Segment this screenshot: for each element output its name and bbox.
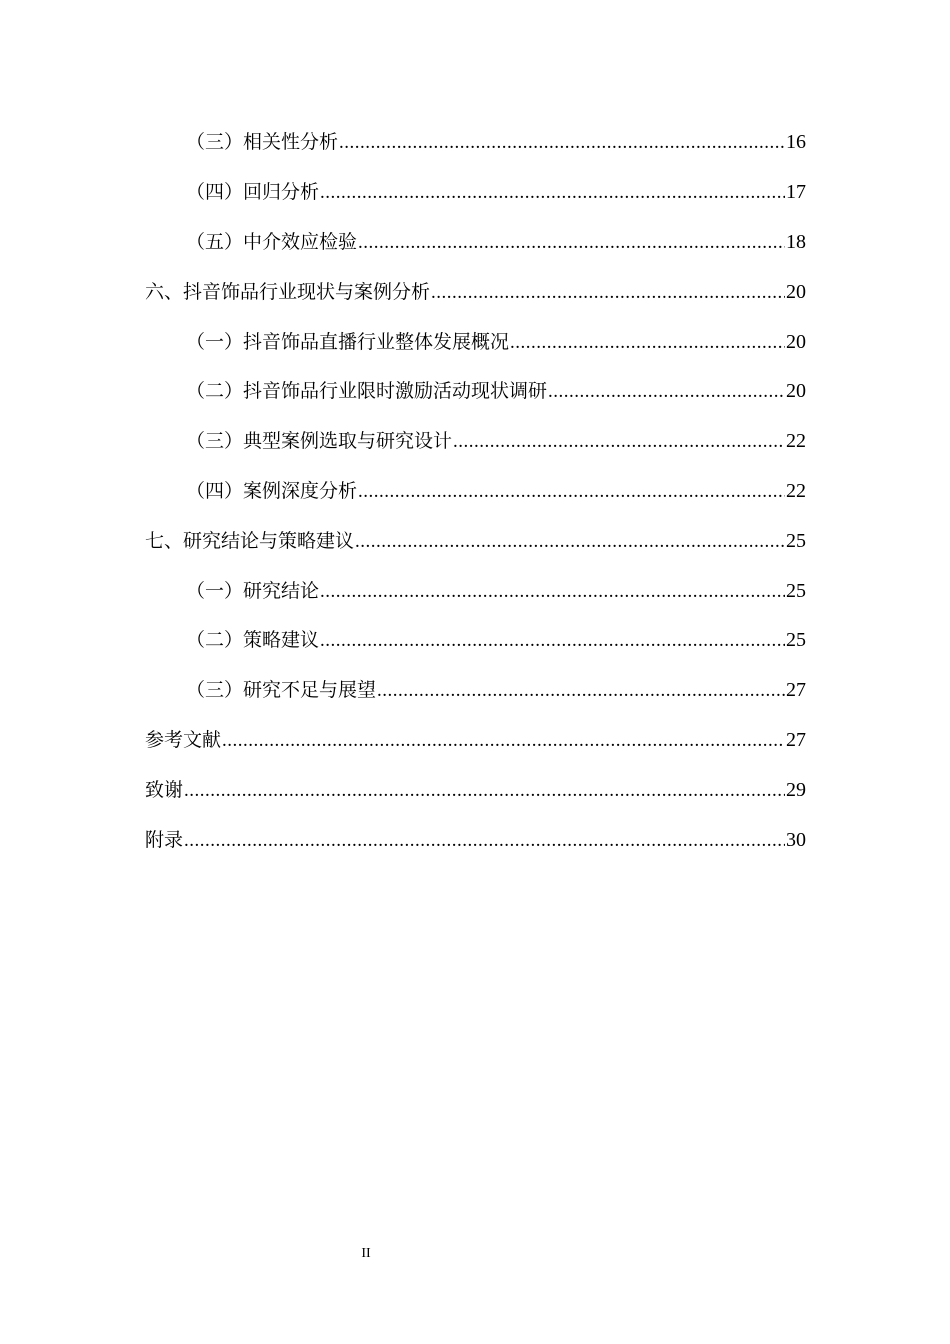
toc-dot-leader xyxy=(453,431,785,453)
toc-entry-title: （三）研究不足与展望 xyxy=(186,679,377,702)
toc-entry-page: 17 xyxy=(786,181,806,204)
toc-entry[interactable] xyxy=(0,415,950,465)
toc-entry-row xyxy=(186,426,950,453)
toc-entry-row xyxy=(145,277,950,304)
toc-entry[interactable] xyxy=(0,216,950,266)
toc-dot-leader xyxy=(431,282,785,304)
toc-entry-page: 16 xyxy=(786,131,806,154)
toc-entry-title: （五）中介效应检验 xyxy=(186,230,358,253)
toc-entry[interactable] xyxy=(0,714,950,764)
toc-dot-leader xyxy=(339,132,785,154)
toc-entry[interactable] xyxy=(0,465,950,515)
toc-entry-title: 附录 xyxy=(145,828,184,851)
toc-entry-row xyxy=(186,476,950,503)
toc-entry-page: 20 xyxy=(786,330,806,353)
toc-dot-leader xyxy=(184,830,785,852)
toc-entry[interactable] xyxy=(0,514,950,564)
toc-entry[interactable] xyxy=(0,813,950,863)
toc-entry-row xyxy=(186,675,950,702)
toc-entry[interactable] xyxy=(0,564,950,614)
toc-entry-title: （一）抖音饰品直播行业整体发展概况 xyxy=(186,330,510,353)
toc-entry-row xyxy=(186,376,950,403)
toc-entry-page: 20 xyxy=(786,380,806,403)
toc-entry-row xyxy=(186,327,950,354)
toc-entry[interactable] xyxy=(0,614,950,664)
toc-dot-leader xyxy=(358,481,785,503)
toc-entry-row xyxy=(186,576,950,603)
page-number: II xyxy=(361,1246,371,1261)
toc-dot-leader xyxy=(548,381,785,403)
toc-entry-title: 致谢 xyxy=(145,778,184,801)
toc-entry-page: 29 xyxy=(786,778,806,801)
toc-entry-page: 27 xyxy=(786,679,806,702)
toc-dot-leader xyxy=(222,730,785,752)
toc-entry-page: 18 xyxy=(786,230,806,253)
toc-entry[interactable] xyxy=(0,265,950,315)
toc-dot-leader xyxy=(320,581,785,603)
toc-entry-title: 参考文献 xyxy=(145,728,222,751)
toc-dot-leader xyxy=(510,332,785,354)
toc-dot-leader xyxy=(377,680,785,702)
toc-entry-title: （二）抖音饰品行业限时激励活动现状调研 xyxy=(186,380,548,403)
toc-entry-row xyxy=(145,775,950,802)
toc-entry-title: 六、抖音饰品行业现状与案例分析 xyxy=(145,280,431,303)
toc-entry[interactable] xyxy=(0,365,950,415)
toc-entry-page: 25 xyxy=(786,579,806,602)
toc-dot-leader xyxy=(320,630,785,652)
toc-entry-page: 25 xyxy=(786,629,806,652)
toc-entry[interactable] xyxy=(0,315,950,365)
toc-entry-title: （一）研究结论 xyxy=(186,579,320,602)
toc-dot-leader xyxy=(358,232,785,254)
toc-dot-leader xyxy=(320,182,785,204)
toc-entry-title: （三）相关性分析 xyxy=(186,131,339,154)
toc-entry-row xyxy=(186,625,950,652)
toc-entry-page: 30 xyxy=(786,828,806,851)
toc-entry-page: 22 xyxy=(786,479,806,502)
toc-entry-title: 七、研究结论与策略建议 xyxy=(145,529,355,552)
toc-entry[interactable] xyxy=(0,116,950,166)
toc-entry-page: 27 xyxy=(786,728,806,751)
toc-entry-page: 20 xyxy=(786,280,806,303)
toc-entry-row xyxy=(145,725,950,752)
toc-entry-row xyxy=(145,526,950,553)
toc-entry[interactable] xyxy=(0,763,950,813)
toc-entry-row xyxy=(186,177,950,204)
toc-entry-title: （二）策略建议 xyxy=(186,629,320,652)
toc-entry-row xyxy=(145,825,950,852)
toc-entry-row xyxy=(186,227,950,254)
toc-dot-leader xyxy=(355,531,785,553)
toc-entry-row xyxy=(186,127,950,154)
toc-entry-title: （四）案例深度分析 xyxy=(186,479,358,502)
toc-entry-title: （三）典型案例选取与研究设计 xyxy=(186,430,453,453)
toc-dot-leader xyxy=(184,780,785,802)
toc-entry-page: 22 xyxy=(786,430,806,453)
table-of-contents xyxy=(0,116,950,863)
toc-entry-page: 25 xyxy=(786,529,806,552)
toc-entry-title: （四）回归分析 xyxy=(186,181,320,204)
toc-entry[interactable] xyxy=(0,166,950,216)
toc-entry[interactable] xyxy=(0,664,950,714)
